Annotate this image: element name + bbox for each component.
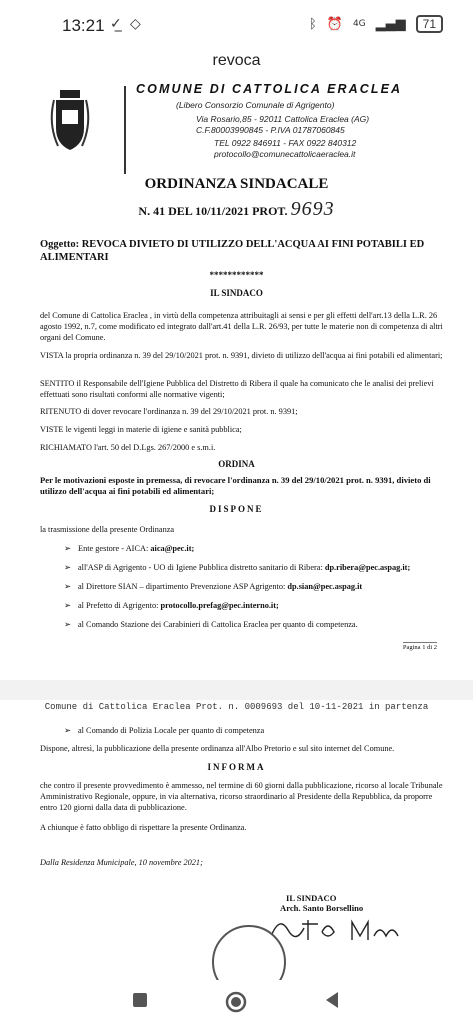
recent-apps-button[interactable] (130, 990, 150, 1010)
il-sindaco-heading: IL SINDACO (210, 288, 263, 298)
codice-fiscale: C.F.80003990845 - P.IVA 01787060845 (196, 125, 345, 135)
intro-paragraph: del Comune di Cattolica Eraclea , in virtù della competenza attribuitagli ai sensi e per gli effetti dell'art.13 della L.R. 26 agosto 1992, n.7, come modificato ed integrato dall'art.41 della L.R. 26/93, per tutte le materie non di competenza di altri organi del Comune. (40, 311, 443, 342)
email: protocollo@comunecattolicaeraclea.it (214, 149, 356, 159)
handwritten-prot: 9693 (290, 198, 335, 220)
recipient-item: ➢ al Comando di Polizia Locale per quanto di competenza (64, 726, 265, 735)
back-button[interactable] (323, 990, 343, 1010)
obbligo-paragraph: A chiunque è fatto obbligo di rispettare la presente Ordinanza. (40, 823, 247, 832)
sign-name: Arch. Santo Borsellino (280, 903, 364, 913)
header-rule (124, 86, 126, 174)
viste-paragraph: VISTE le vigenti leggi in materie di igiene e sanità pubblica; (40, 425, 242, 434)
vista-paragraph: VISTA la propria ordinanza n. 39 del 29/10/2021 prot. n. 9391, divieto di utilizzo dell'acqua ai fini potabili ed alimentari; (40, 351, 443, 360)
document-page-1[interactable] (0, 80, 473, 680)
page-number: Pagina 1 di 2 (402, 644, 437, 651)
recipient-item: ➢ Ente gestore - AICA: aica@pec.it; (64, 544, 195, 553)
address: Via Rosario,85 - 92011 Cattolica Eraclea (AG) (196, 114, 370, 124)
ordina-heading: ORDINA (218, 459, 255, 469)
residenza-line: Dalla Residenza Municipale, 10 novembre 2021; (40, 858, 203, 867)
dispone-altresi: Dispone, altresì, la pubblicazione della presente ordinanza all'Albo Pretorio e sul sito internet del Comune. (40, 744, 395, 753)
coat-of-arms-icon (48, 88, 92, 158)
protocol-stamp: Comune di Cattolica Eraclea Prot. n. 0009693 del 10-11-2021 in partenza (44, 702, 429, 712)
richiamato-paragraph: RICHIAMATO l'art. 50 del D.Lgs. 267/2000 e s.m.i. (40, 443, 216, 452)
signal-icon: ▂▄▆ (375, 16, 406, 32)
navigation-bar (0, 980, 473, 1024)
ordinanza-line: N. 41 DEL 10/11/2021 PROT. (138, 204, 288, 218)
sign-title: IL SINDACO (286, 893, 337, 903)
stars-divider: ************ (209, 270, 264, 280)
trasmissione-text: la trasmissione della presente Ordinanza (40, 525, 175, 534)
ritenuto-paragraph: RITENUTO di dover revocare l'ordinanza n. 39 del 29/10/2021 prot. n. 9391; (40, 407, 298, 416)
recipient-item: ➢ all'ASP di Agrigento - UO di Igiene Pubblica distretto sanitario di Ribera: dp.ribera@pec.aspag.it; (64, 563, 411, 572)
ordinanza-title: ORDINANZA SINDACALE (144, 176, 329, 192)
document-page-2[interactable] (0, 700, 473, 980)
status-time: 13:21 (62, 16, 105, 35)
sentito-paragraph: SENTITO il Responsabile dell'Igiene Pubblica del Distretto di Ribera il quale ha comunicato che le analisi dei prelievi effettuati sono risultati conformi alle normative vigenti; (40, 379, 434, 399)
comune-name: COMUNE DI CATTOLICA ERACLEA (136, 82, 403, 96)
informa-heading: INFORMA (207, 762, 266, 772)
alarm-icon: ⏰ (326, 16, 343, 32)
status-right (309, 15, 443, 33)
home-button[interactable] (224, 990, 248, 1014)
diamond-icon: ◇ (130, 16, 141, 32)
recipient-item: ➢ al Comando Stazione dei Carabinieri di Cattolica Eraclea per quanto di competenza. (64, 620, 358, 629)
dispone-heading: DISPONE (209, 504, 264, 514)
bluetooth-icon: ᛒ (308, 16, 317, 32)
page-gap (0, 680, 473, 700)
network-label: 4G (352, 19, 366, 29)
check-icon: ✓̲ (110, 16, 122, 32)
battery-indicator: 71 (416, 15, 443, 33)
recipient-item: ➢ al Prefetto di Agrigento: protocollo.prefag@pec.interno.it; (64, 601, 279, 610)
document-title: revoca (212, 52, 261, 69)
consorzio: (Libero Consorzio Comunale di Agrigento) (176, 100, 335, 110)
signature-icon (268, 910, 418, 946)
ordinanza-number (0, 198, 473, 221)
oggetto: Oggetto: REVOCA DIVIETO DI UTILIZZO DELL'ACQUA AI FINI POTABILI ED ALIMENTARI (40, 239, 425, 263)
ordina-paragraph: Per le motivazioni esposte in premessa, di revocare l'ordinanza n. 39 del 29/10/2021 prot. n. 9391, divieto di utilizzo dell'acqua ai fini potabili ed alimentari; (40, 475, 431, 496)
phone-fax: TEL 0922 846911 - FAX 0922 840312 (214, 138, 357, 148)
informa-paragraph: che contro il presente provvedimento è ammesso, nel termine di 60 giorni dalla pubblicazione, ricorso al locale Tribunale Amministrativo Regionale, oppure, in via alternativa, ricorso straordinario al Presidente della Repubblica, da proporre entro 120 giorni dalla data di pubblicazione. (40, 781, 443, 812)
recipient-item: ➢ al Direttore SIAN – dipartimento Prevenzione ASP Agrigento: dp.sian@pec.aspag.it (64, 582, 363, 591)
status-bar (0, 0, 473, 52)
